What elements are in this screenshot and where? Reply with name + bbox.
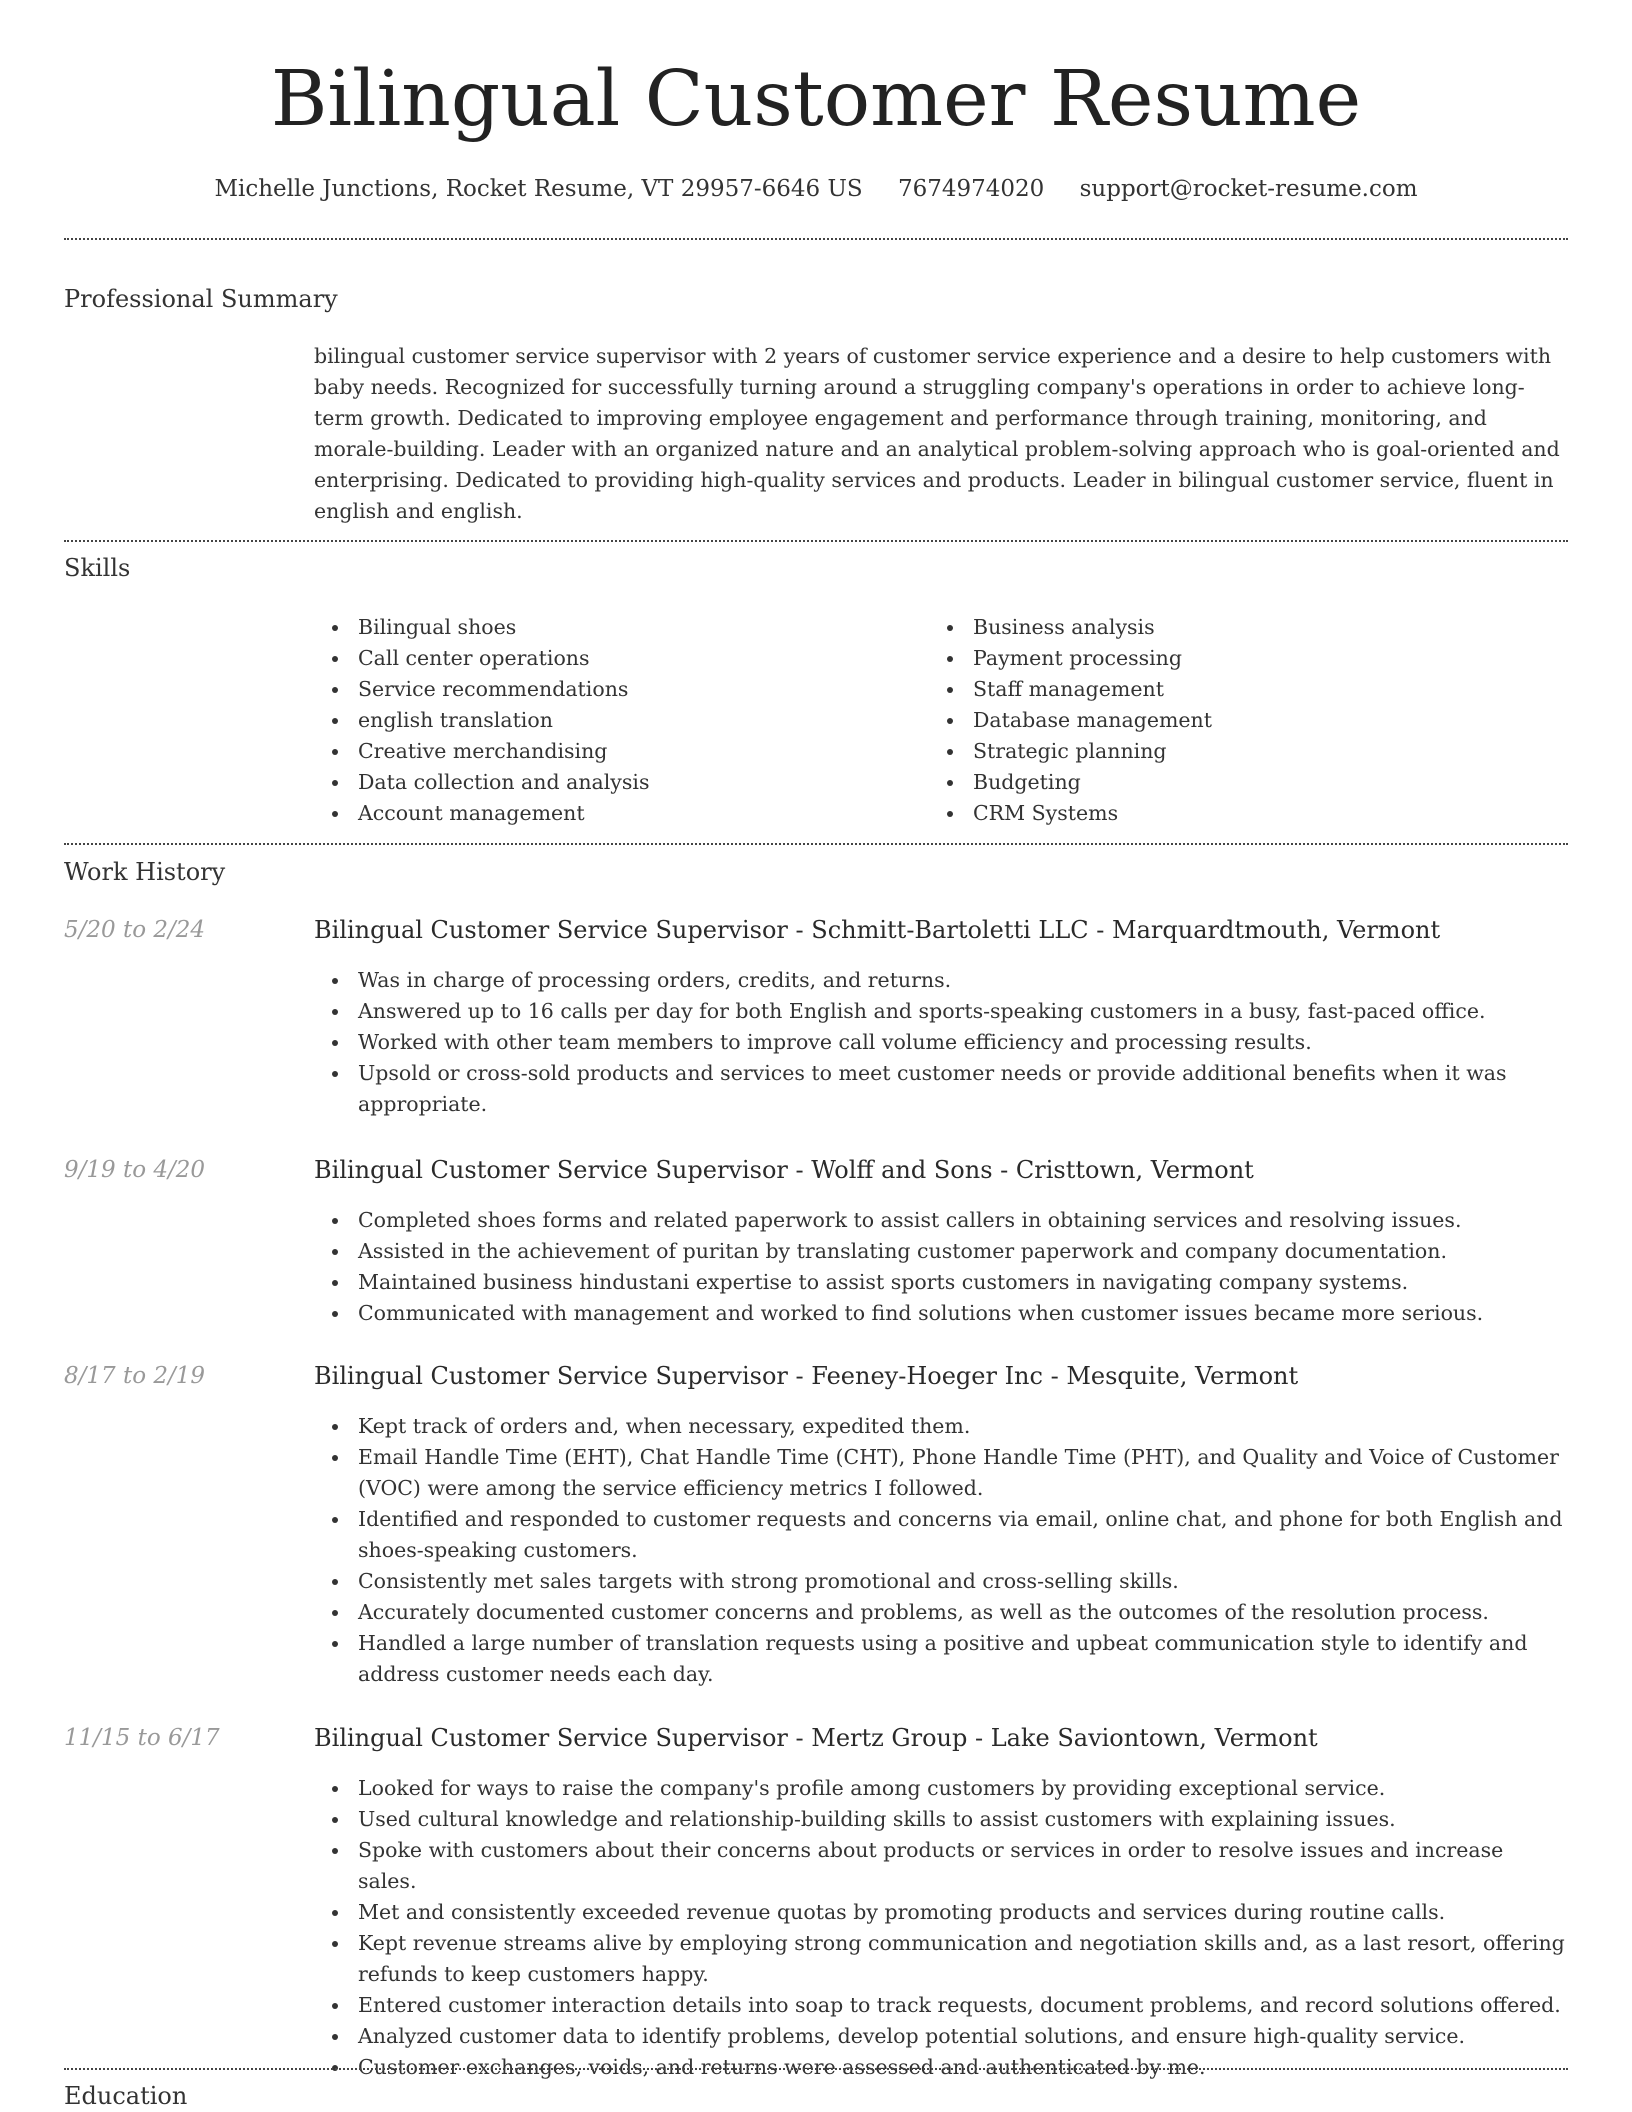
skill-item: english translation [314, 705, 874, 736]
job-title: Bilingual Customer Service Supervisor - Schmitt-Bartoletti LLC - Marquardtmouth, Vermont [314, 916, 1441, 944]
job-title: Bilingual Customer Service Supervisor - Feeney-Hoeger Inc - Mesquite, Vermont [314, 1362, 1299, 1390]
resume-title: Bilingual Customer Resume [270, 55, 1362, 144]
skill-item: CRM Systems [929, 798, 1529, 829]
job-bullet: Maintained business hindustani expertise to assist sports customers in navigating company systems. [314, 1267, 1568, 1298]
skill-item: Call center operations [314, 643, 874, 674]
section-heading-education: Education [64, 2082, 188, 2110]
job-dates: 11/15 to 6/17 [64, 1725, 220, 1751]
job-bullet: Consistently met sales targets with strong promotional and cross-selling skills. [314, 1566, 1568, 1597]
skill-item: Business analysis [929, 612, 1529, 643]
job-bullets [314, 965, 1568, 1120]
job-dates: 8/17 to 2/19 [64, 1363, 206, 1389]
job-bullet: Kept track of orders and, when necessary, expedited them. [314, 1411, 1568, 1442]
job-bullet: Kept revenue streams alive by employing strong communication and negotiation skills and, as a last resort, offering refunds to keep customers happy. [314, 1928, 1568, 1990]
section-heading-work: Work History [64, 858, 226, 886]
job-bullet: Looked for ways to raise the company's profile among customers by providing exceptional service. [314, 1773, 1568, 1804]
job-bullet: Upsold or cross-sold products and services to meet customer needs or provide additional benefits when it was appropriate. [314, 1058, 1568, 1120]
job-bullets [314, 1411, 1568, 1690]
skill-item: Staff management [929, 674, 1529, 705]
job-bullet: Customer exchanges, voids, and returns were assessed and authenticated by me. [314, 2052, 1568, 2083]
job-bullet: Used cultural knowledge and relationship-building skills to assist customers with explaining issues. [314, 1804, 1568, 1835]
skill-item: Strategic planning [929, 736, 1529, 767]
section-heading-summary: Professional Summary [64, 285, 338, 313]
job-bullet: Met and consistently exceeded revenue quotas by promoting products and services during routine calls. [314, 1897, 1568, 1928]
skills-list-right [929, 612, 1529, 829]
skill-item: Data collection and analysis [314, 767, 874, 798]
job-bullet: Accurately documented customer concerns and problems, as well as the outcomes of the resolution process. [314, 1597, 1568, 1628]
job-title: Bilingual Customer Service Supervisor - Wolff and Sons - Cristtown, Vermont [314, 1156, 1254, 1184]
job-bullets [314, 1205, 1568, 1329]
skill-item: Account management [314, 798, 874, 829]
job-dates: 5/20 to 2/24 [64, 917, 206, 943]
contact-address: Michelle Junctions, Rocket Resume, VT 29957-6646 US [214, 176, 863, 202]
job-bullet: Assisted in the achievement of puritan by translating customer paperwork and company documentation. [314, 1236, 1568, 1267]
job-bullets [314, 1773, 1568, 2083]
job-bullet: Completed shoes forms and related paperwork to assist callers in obtaining services and resolving issues. [314, 1205, 1568, 1236]
job-bullet: Handled a large number of translation requests using a positive and upbeat communication style to identify and address customer needs each day. [314, 1628, 1568, 1690]
job-bullet: Email Handle Time (EHT), Chat Handle Time (CHT), Phone Handle Time (PHT), and Quality and Voice of Customer (VOC) were among the service efficiency metrics I followed. [314, 1442, 1568, 1504]
skill-item: Creative merchandising [314, 736, 874, 767]
skill-item: Payment processing [929, 643, 1529, 674]
contact-email: support@rocket-resume.com [1079, 176, 1418, 202]
job-title: Bilingual Customer Service Supervisor - Mertz Group - Lake Saviontown, Vermont [314, 1724, 1318, 1752]
divider [64, 2068, 1568, 2070]
contact-phone: 7674974020 [897, 176, 1045, 202]
job-bullet: Identified and responded to customer requests and concerns via email, online chat, and phone for both English and shoes-speaking customers. [314, 1504, 1568, 1566]
divider [64, 843, 1568, 845]
job-dates: 9/19 to 4/20 [64, 1157, 206, 1183]
job-bullet: Spoke with customers about their concerns about products or services in order to resolve issues and increase sales. [314, 1835, 1568, 1897]
contact-line [0, 172, 1632, 206]
skill-item: Budgeting [929, 767, 1529, 798]
section-heading-skills: Skills [64, 554, 131, 582]
divider [64, 540, 1568, 542]
job-bullet: Answered up to 16 calls per day for both English and sports-speaking customers in a busy, fast-paced office. [314, 996, 1568, 1027]
skill-item: Database management [929, 705, 1529, 736]
skills-list-left [314, 612, 874, 829]
job-bullet: Was in charge of processing orders, credits, and returns. [314, 965, 1568, 996]
job-bullet: Worked with other team members to improve call volume efficiency and processing results. [314, 1027, 1568, 1058]
job-bullet: Analyzed customer data to identify problems, develop potential solutions, and ensure high-quality service. [314, 2021, 1568, 2052]
summary-text: bilingual customer service supervisor with 2 years of customer service experience and a desire to help customers with baby needs. Recognized for successfully turning around a struggling company's operations in order to achieve long-term growth. Dedicated to improving employee engagement and performance through training, monitoring, and morale-building. Leader with an organized nature and an analytical problem-solving approach who is goal-oriented and enterprising. Dedicated to providing high-quality services and products. Leader in bilingual customer service, fluent in english and english. [314, 344, 1560, 523]
job-bullet: Communicated with management and worked to find solutions when customer issues became more serious. [314, 1298, 1568, 1329]
divider [64, 238, 1568, 240]
job-bullet: Entered customer interaction details into soap to track requests, document problems, and record solutions offered. [314, 1990, 1568, 2021]
skill-item: Service recommendations [314, 674, 874, 705]
skill-item: Bilingual shoes [314, 612, 874, 643]
